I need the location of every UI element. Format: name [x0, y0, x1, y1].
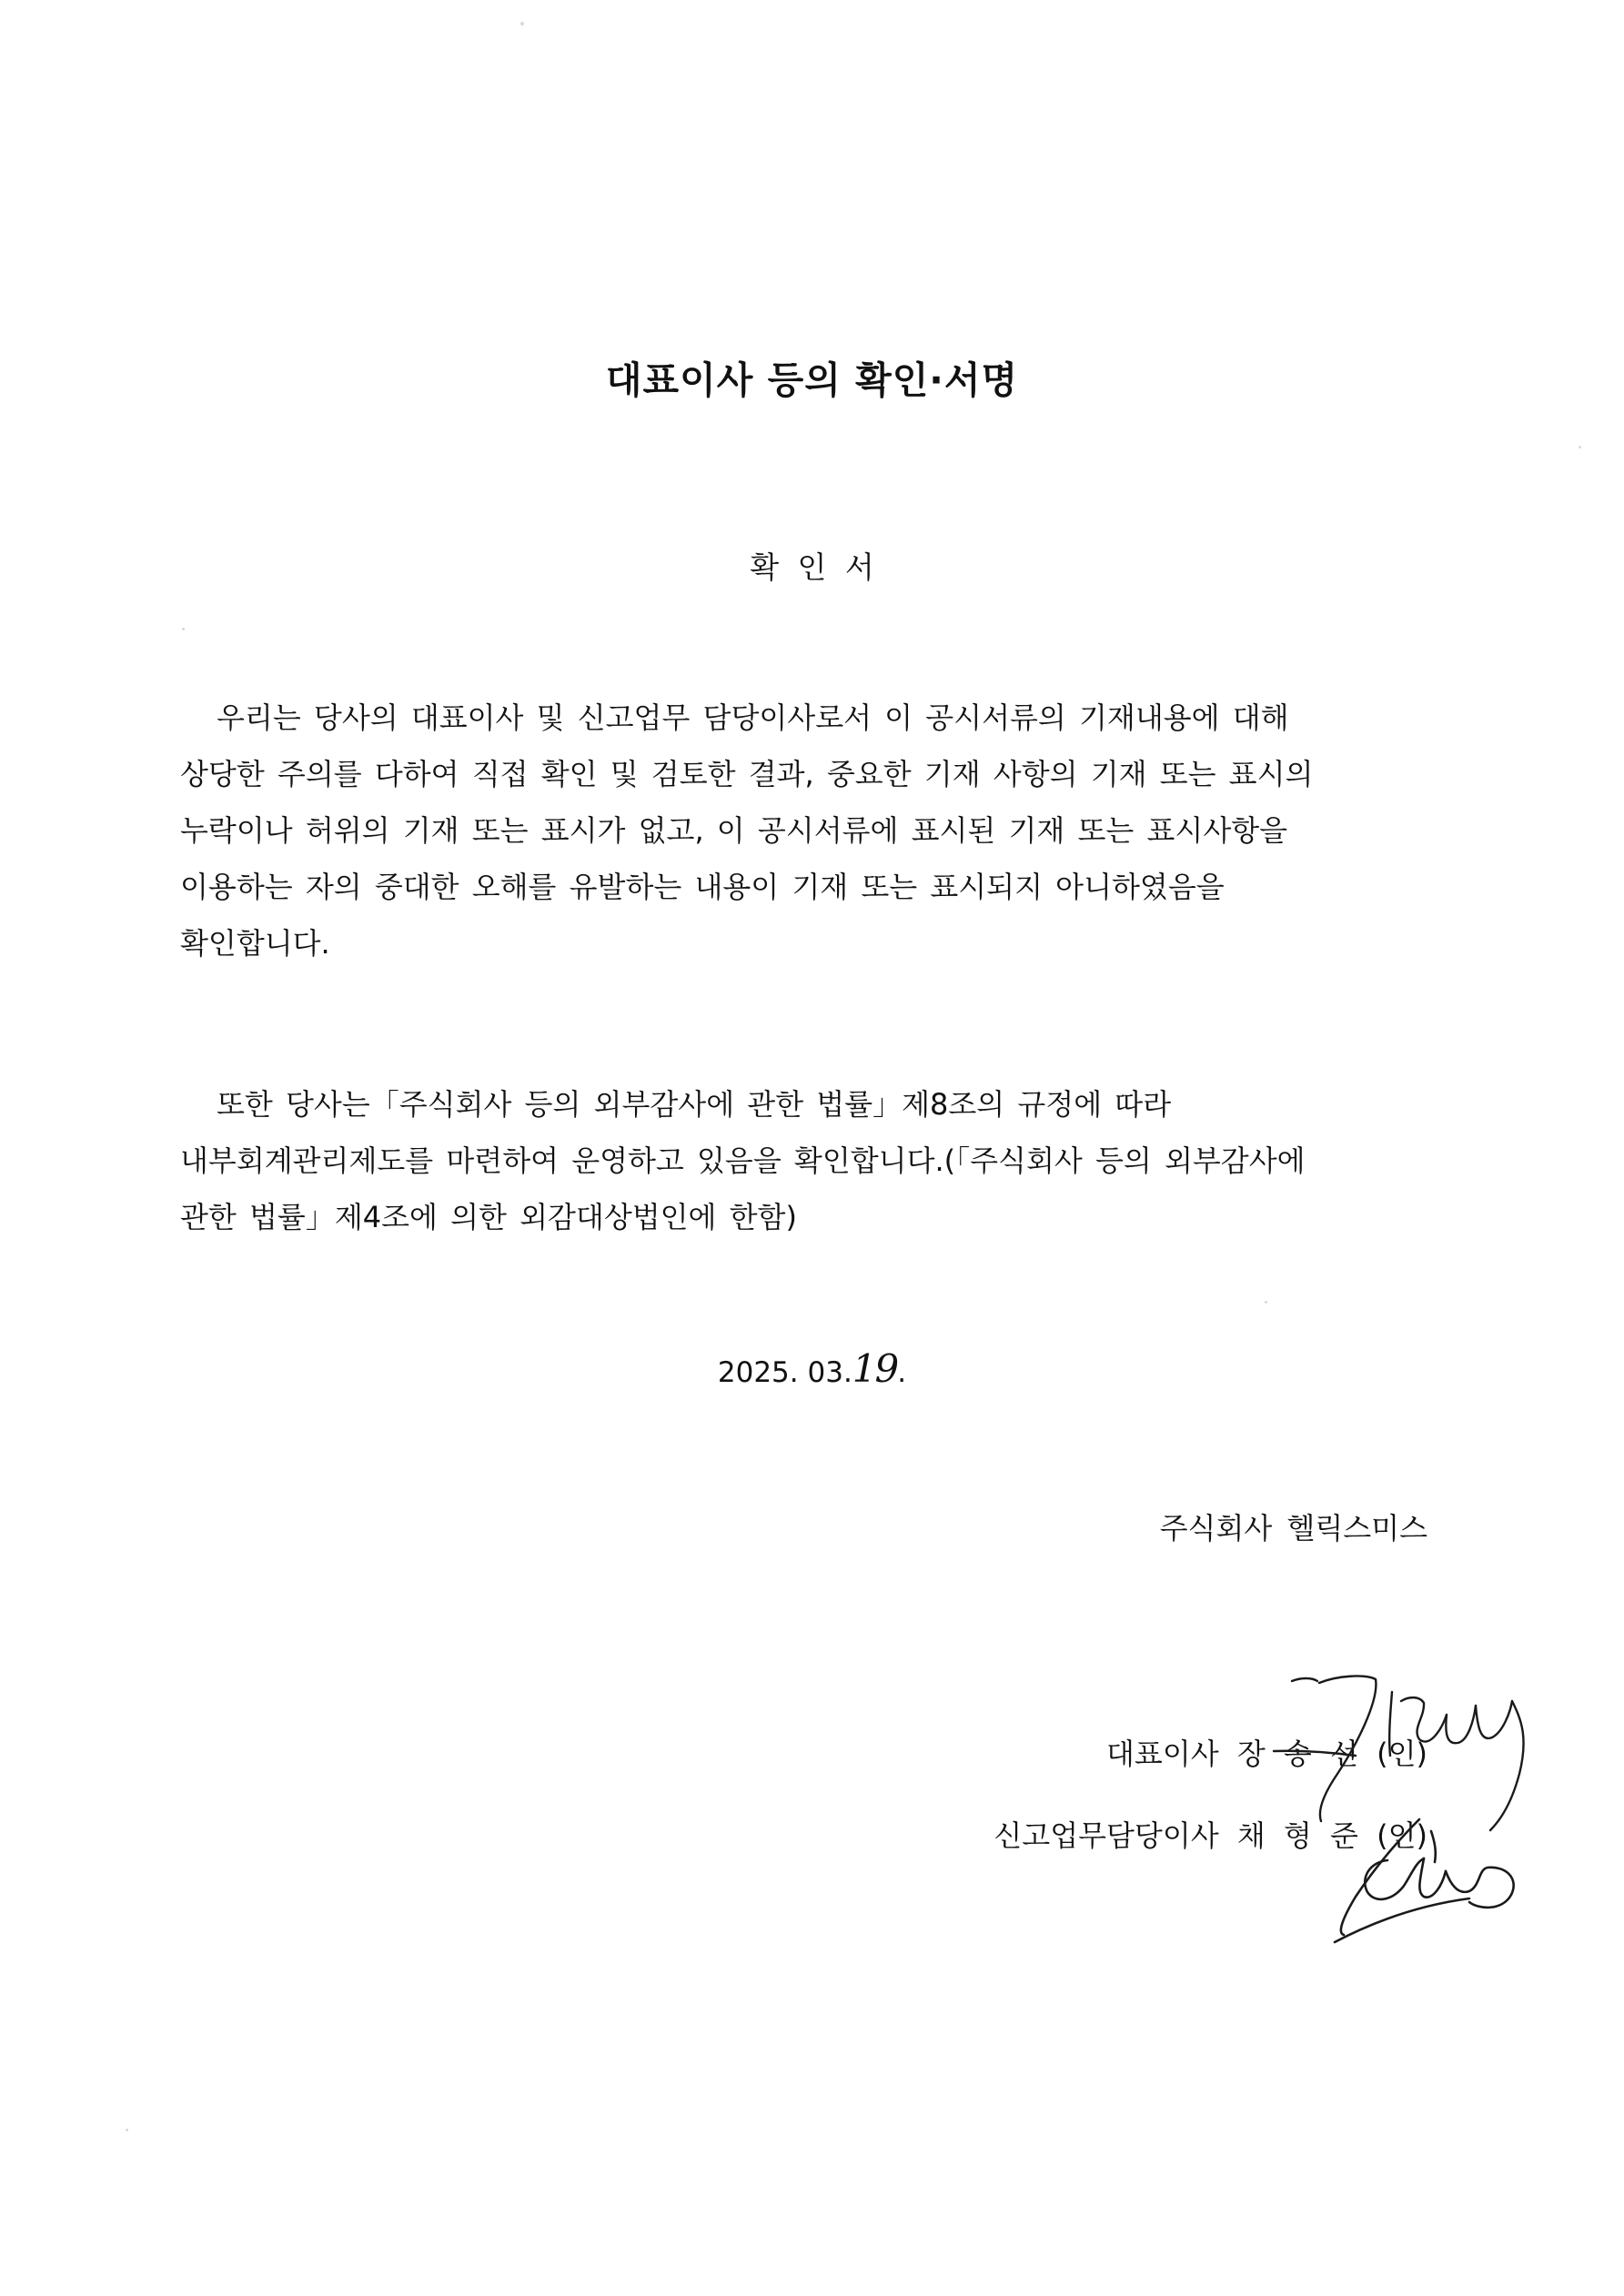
document-subtitle: 확 인 서 — [750, 549, 874, 585]
paragraph-line: 또한 당사는「주식회사 등의 외부감사에 관한 법률」제8조의 규정에 따라 — [217, 1087, 1172, 1122]
confirmation-paragraph — [180, 690, 1454, 972]
scan-speck — [520, 22, 524, 25]
date-printed: 2025. 03. — [717, 1356, 852, 1389]
paragraph-line: 관한 법률」제4조에 의한 외감대상법인에 한함) — [180, 1200, 797, 1234]
disclosure-officer-signature — [1333, 1815, 1528, 1947]
signer-role: 신고업무담당이사 — [994, 1818, 1219, 1853]
seal-mark: (인) — [1377, 1818, 1427, 1853]
company-name: 주식회사 헬릭스미스 — [1159, 1511, 1427, 1546]
date-suffix: . — [897, 1356, 907, 1389]
scan-speck — [1579, 446, 1581, 448]
paragraph-line: 우리는 당사의 대표이사 및 신고업무 담당이사로서 이 공시서류의 기재내용에 대해 — [217, 700, 1289, 735]
signer-role: 대표이사 — [1106, 1737, 1219, 1771]
date-handwritten-day: 19 — [852, 1346, 898, 1391]
paragraph-line: 상당한 주의를 다하여 직접 확인 및 검토한 결과, 중요한 기재 사항의 기재 또는 표시의 — [180, 757, 1314, 791]
paragraph-line: 확인합니다. — [180, 926, 330, 961]
paragraph-line: 누락이나 허위의 기재 또는 표시가 없고, 이 공시서류에 표시된 기재 또는 표시사항을 — [180, 813, 1288, 848]
paragraph-line: 이용하는 자의 중대한 오해를 유발하는 내용이 기재 또는 표시되지 아니하였음을 — [180, 870, 1225, 904]
signer-name: 채 형 준 — [1236, 1818, 1358, 1853]
ceo-signature — [1265, 1665, 1565, 1838]
signer-name: 장 송 선 — [1236, 1737, 1358, 1771]
scan-speck — [126, 2129, 128, 2131]
scan-speck — [182, 628, 185, 630]
paragraph-line: 내부회계관리제도를 마련하여 운영하고 있음을 확인합니다.(「주식회사 등의 외부감사에 — [180, 1143, 1306, 1178]
seal-mark: (인) — [1377, 1737, 1427, 1771]
document-date — [0, 1346, 1624, 1391]
internal-control-paragraph — [180, 1076, 1454, 1245]
scan-speck — [1265, 1301, 1267, 1304]
document-title: 대표이사 등의 확인·서명 — [605, 358, 1019, 402]
